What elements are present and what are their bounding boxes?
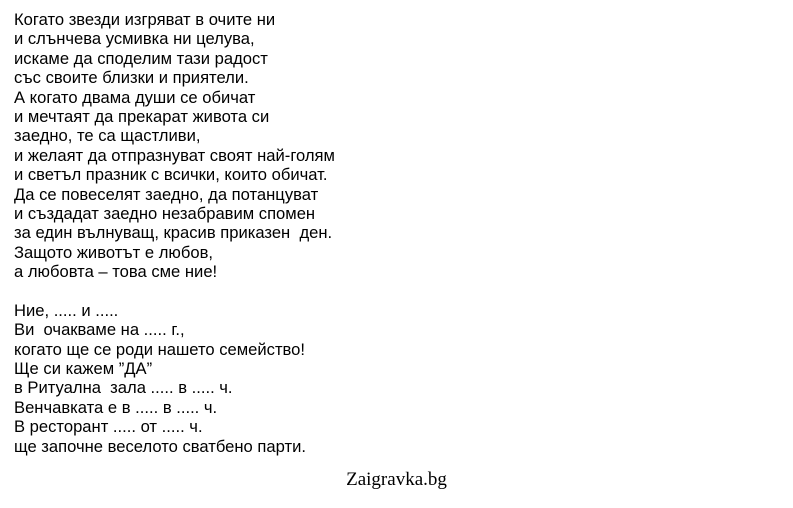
invitation-line: ще започне веселото сватбено парти. xyxy=(14,436,306,456)
invitation-line: Венчавката е в ..... в ..... ч. xyxy=(14,397,218,417)
poem-line: и желаят да отпразнуват своят най-голям xyxy=(14,145,335,165)
poem-line: и слънчева усмивка ни целува, xyxy=(14,29,255,49)
poem-line: заедно, те са щастливи, xyxy=(14,126,201,146)
poem-line: А когато двама души се обичат xyxy=(14,87,256,107)
invitation-document xyxy=(14,10,784,456)
poem-line: Да се повеселят заедно, да потанцуват xyxy=(14,184,319,204)
poem-stanza xyxy=(14,10,784,281)
invitation-line: в Ритуална зала ..... в ..... ч. xyxy=(14,378,233,398)
poem-line: със своите близки и приятели. xyxy=(14,68,249,88)
poem-line: искаме да споделим тази радост xyxy=(14,48,268,68)
poem-line: и мечтаят да прекарат живота си xyxy=(14,106,270,126)
poem-line: а любовта – това сме ние! xyxy=(14,262,218,282)
poem-line: Когато звезди изгряват в очите ни xyxy=(14,10,276,29)
poem-line: за един вълнуващ, красив приказен ден. xyxy=(14,223,333,243)
invitation-line: Ние, ..... и ..... xyxy=(14,300,119,320)
invitation-details xyxy=(14,301,784,456)
brand-watermark: Zaigravka.bg xyxy=(346,469,447,490)
poem-line: и светъл празник с всички, които обичат. xyxy=(14,165,328,185)
poem-line: Защото животът е любов, xyxy=(14,242,214,262)
invitation-line: Ще си кажем ”ДА” xyxy=(14,359,153,379)
invitation-line: Ви очакваме на ..... г., xyxy=(14,320,185,340)
stanza-spacer xyxy=(14,281,784,300)
invitation-line: В ресторант ..... от ..... ч. xyxy=(14,417,203,437)
poem-line: и създадат заедно незабравим спомен xyxy=(14,203,316,223)
invitation-line: когато ще се роди нашето семейство! xyxy=(14,339,306,359)
